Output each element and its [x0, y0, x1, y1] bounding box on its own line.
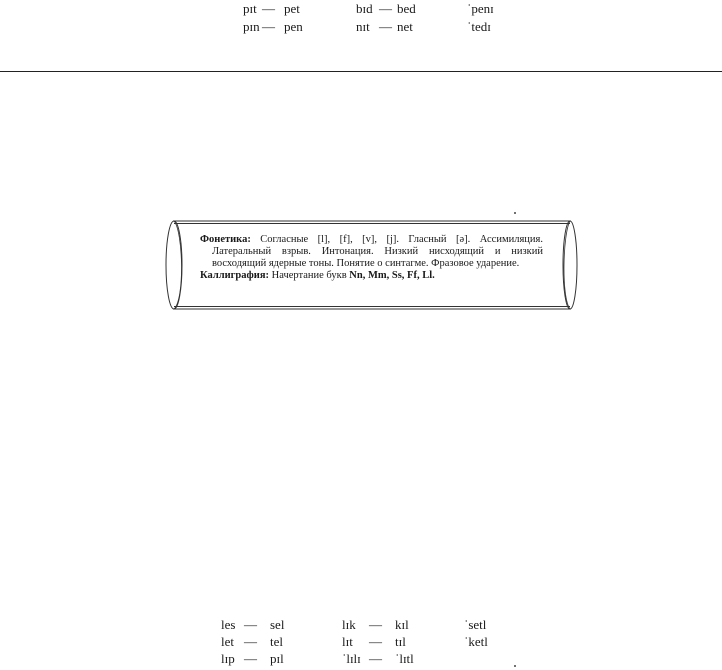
- word-row: [0, 19, 722, 35]
- word: lɪt: [342, 634, 353, 649]
- phonetics-label: Фонетика:: [200, 234, 251, 245]
- dash: —: [244, 617, 257, 632]
- word: sel: [270, 617, 285, 632]
- dash: —: [244, 634, 257, 649]
- calligraphy-paragraph: [200, 270, 543, 282]
- phonetics-text: Согласные [l], [f], [v], [j]. Гласный [ə]. Ассимиляция. Латеральный взрыв. Интонация. Низкий нисходящий и низкий восходящий ядерные тоны. Понятие о синтагме. Фразовое ударение.: [212, 234, 543, 270]
- word-row: [0, 651, 722, 667]
- dash: —: [379, 19, 392, 34]
- print-speck: [514, 665, 516, 667]
- word-row: [0, 617, 722, 633]
- word: ˈpenɪ: [467, 1, 494, 16]
- word: pɪl: [270, 651, 284, 666]
- section-divider: [0, 71, 722, 72]
- word: nɪt: [356, 19, 370, 34]
- print-speck: [514, 212, 516, 214]
- word: pet: [284, 1, 300, 16]
- scroll-text: [200, 234, 543, 282]
- word: bɪd: [356, 1, 373, 16]
- lesson-topics-scroll: [163, 219, 581, 311]
- word: tɪl: [395, 634, 406, 649]
- word: let: [221, 634, 234, 649]
- word: tel: [270, 634, 283, 649]
- word: kɪl: [395, 617, 409, 632]
- dash: —: [262, 19, 275, 34]
- calligraphy-text: Начертание букв: [271, 270, 347, 282]
- dash: —: [379, 1, 392, 16]
- word: pɪn: [243, 19, 260, 34]
- word: bed: [397, 1, 416, 16]
- word: net: [397, 19, 413, 34]
- phonetics-paragraph: [200, 234, 543, 270]
- word: pen: [284, 19, 303, 34]
- word-row: [0, 634, 722, 650]
- word: ˈsetl: [464, 617, 487, 632]
- word: ˈlɪtl: [395, 651, 414, 666]
- word: ˈlɪlɪ: [342, 651, 361, 666]
- word: pɪt: [243, 1, 257, 16]
- word: ˈtedɪ: [467, 19, 491, 34]
- word: ˈketl: [464, 634, 488, 649]
- dash: —: [369, 634, 382, 649]
- word: lɪk: [342, 617, 356, 632]
- dash: —: [369, 617, 382, 632]
- word-row: [0, 1, 722, 17]
- calligraphy-letters: Nn, Mm, Ss, Ff, Ll.: [349, 270, 435, 282]
- dash: —: [369, 651, 382, 666]
- dash: —: [244, 651, 257, 666]
- calligraphy-label: Каллиграфия:: [200, 270, 269, 282]
- word: lɪp: [221, 651, 235, 666]
- dash: —: [262, 1, 275, 16]
- word: les: [221, 617, 236, 632]
